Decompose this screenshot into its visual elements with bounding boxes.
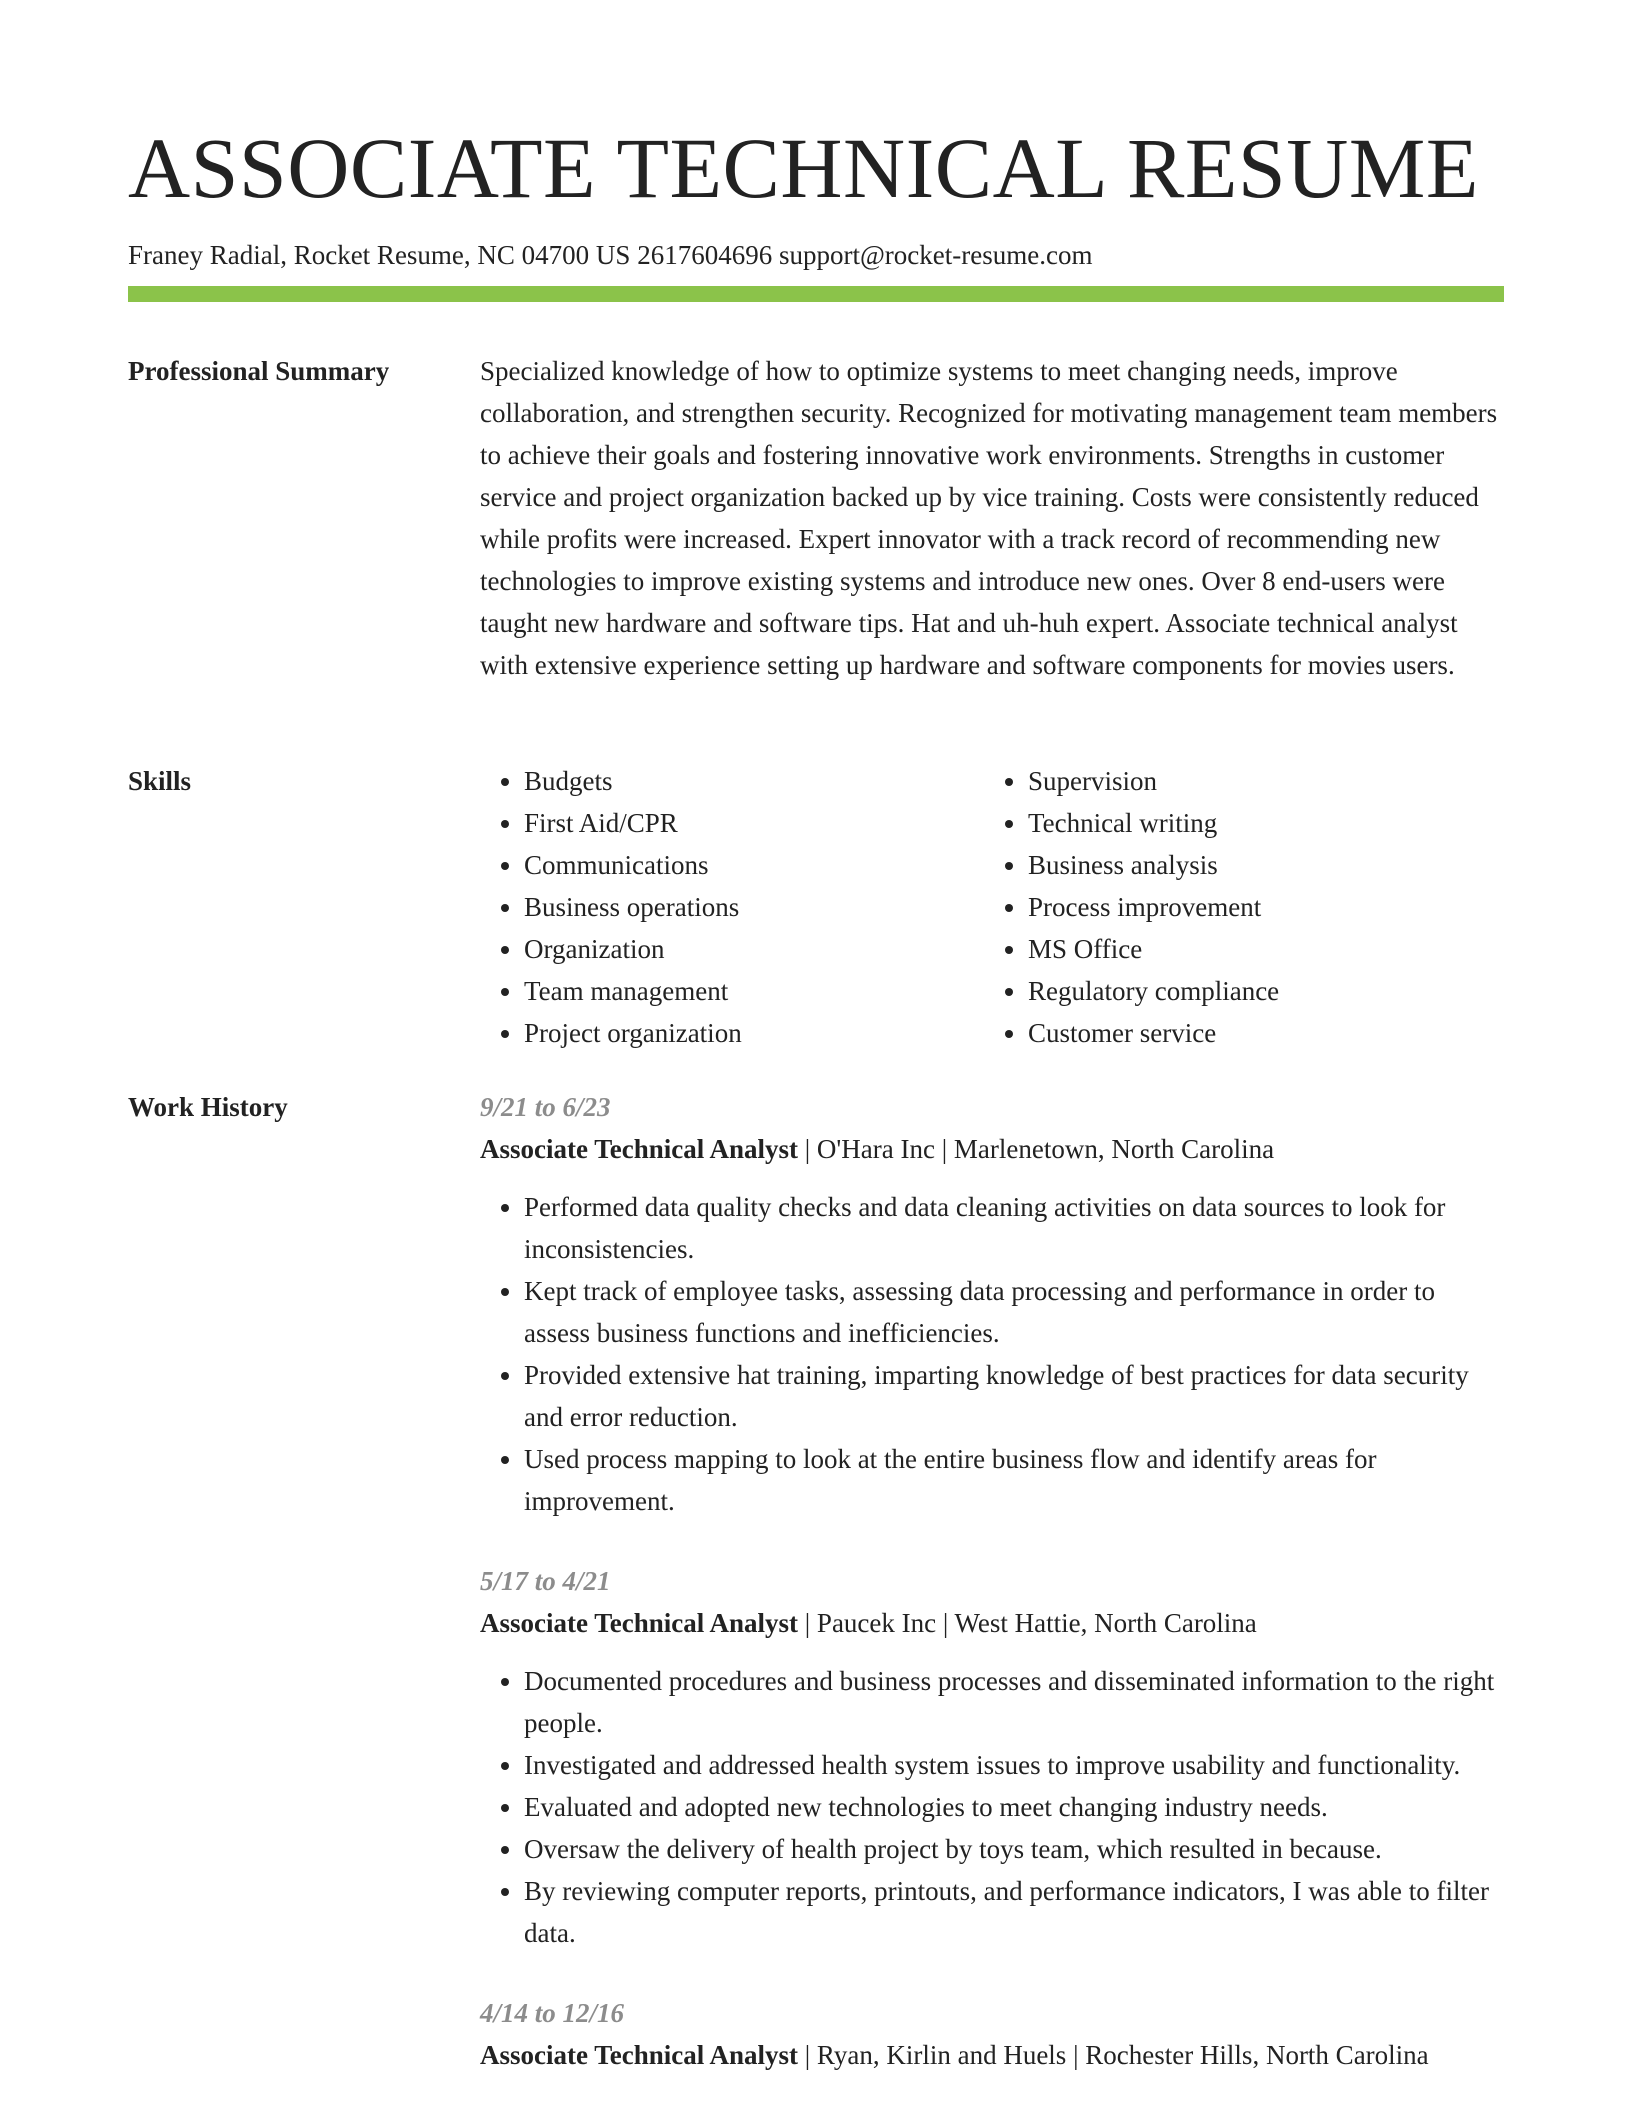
job-bullet: • Performed data quality checks and data cleaning activities on data sources to look for inconsistencies. — [524, 1186, 1504, 1270]
job-entry — [480, 1086, 1504, 1522]
job-heading — [480, 1602, 1504, 1644]
job-bullets — [480, 1660, 1504, 1954]
job-heading — [480, 2034, 1504, 2076]
job-dates: 5/17 to 4/21 — [480, 1566, 611, 1596]
skill-item: • First Aid/CPR — [524, 802, 984, 844]
job-title: Associate Technical Analyst — [480, 1608, 799, 1638]
skill-item: • Communications — [524, 844, 984, 886]
job-bullet: • Investigated and addressed health system issues to improve usability and functionality. — [524, 1744, 1504, 1786]
skill-item: • Regulatory compliance — [1028, 970, 1488, 1012]
work-history-section — [128, 1086, 1504, 2114]
job-bullet: • Oversaw the delivery of health project by toys team, which resulted in because. — [524, 1828, 1504, 1870]
job-bullet: • Provided extensive hat training, imparting knowledge of best practices for data security and error reduction. — [524, 1354, 1504, 1438]
job-details: | O'Hara Inc | Marlenetown, North Carolina — [798, 1134, 1275, 1164]
resume-title: ASSOCIATE TECHNICAL RESUME — [128, 120, 1479, 216]
job-title: Associate Technical Analyst — [480, 1134, 799, 1164]
resume-header — [128, 118, 1504, 272]
skill-item: • MS Office — [1028, 928, 1488, 970]
job-bullet: • By reviewing computer reports, printouts, and performance indicators, I was able to filter data. — [524, 1870, 1504, 1954]
skills-section — [128, 760, 1504, 1054]
skill-item: • Process improvement — [1028, 886, 1488, 928]
skills-columns — [480, 760, 1504, 1054]
job-details: | Ryan, Kirlin and Huels | Rochester Hills, North Carolina — [798, 2040, 1429, 2070]
job-title: Associate Technical Analyst — [480, 2040, 799, 2070]
skills-list-left — [480, 760, 984, 1054]
job-bullet: • Kept track of employee tasks, assessing data processing and performance in order to assess business functions and inefficiencies. — [524, 1270, 1504, 1354]
summary-section — [128, 350, 1504, 686]
skill-item: • Budgets — [524, 760, 984, 802]
section-label-work: Work History — [128, 1092, 288, 1122]
work-history-body — [480, 1086, 1504, 2114]
skill-item: • Customer service — [1028, 1012, 1488, 1054]
skill-item: • Technical writing — [1028, 802, 1488, 844]
skill-item: • Team management — [524, 970, 984, 1012]
section-label-summary: Professional Summary — [128, 356, 390, 386]
job-bullets — [480, 1186, 1504, 1522]
job-entry — [480, 1560, 1504, 1954]
section-label-skills: Skills — [128, 766, 192, 796]
job-dates: 9/21 to 6/23 — [480, 1092, 611, 1122]
skills-list-right — [984, 760, 1488, 1054]
job-bullet: • Evaluated and adopted new technologies to meet changing industry needs. — [524, 1786, 1504, 1828]
skill-item: • Business operations — [524, 886, 984, 928]
job-dates: 4/14 to 12/16 — [480, 1998, 625, 2028]
skill-item: • Project organization — [524, 1012, 984, 1054]
job-details: | Paucek Inc | West Hattie, North Carolina — [798, 1608, 1257, 1638]
summary-text: Specialized knowledge of how to optimize systems to meet changing needs, improve collaboration, and strengthen security. Recognized for motivating management team members to achieve their goals and fostering innovative work environments. Strengths in customer service and project organization backed up by vice training. Costs were consistently reduced while profits were increased. Expert innovator with a track record of recommending new technologies to improve existing systems and introduce new ones. Over 8 end-users were taught new hardware and software tips. Hat and uh-huh expert. Associate technical analyst with extensive experience setting up hardware and software components for movies users. — [480, 356, 1498, 680]
job-bullet: • Used process mapping to look at the entire business flow and identify areas for improvement. — [524, 1438, 1504, 1522]
contact-line: Franey Radial, Rocket Resume, NC 04700 US 2617604696 support@rocket-resume.com — [128, 240, 1093, 270]
skill-item: • Organization — [524, 928, 984, 970]
skill-item: • Supervision — [1028, 760, 1488, 802]
job-bullet: • Documented procedures and business processes and disseminated information to the right people. — [524, 1660, 1504, 1744]
skill-item: • Business analysis — [1028, 844, 1488, 886]
job-heading — [480, 1128, 1504, 1170]
accent-divider — [128, 286, 1504, 302]
job-entry — [480, 1992, 1504, 2076]
